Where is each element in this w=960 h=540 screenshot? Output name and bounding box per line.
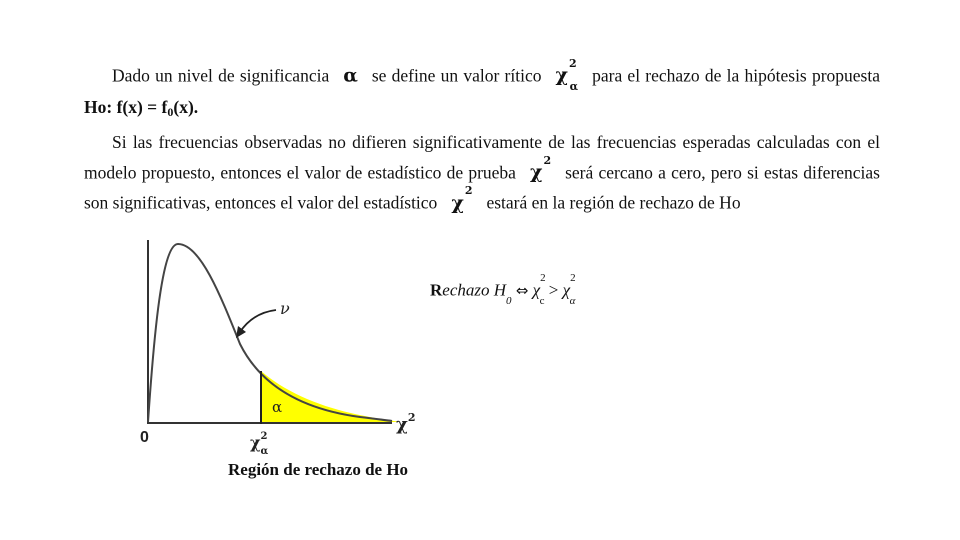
figure-caption: Región de rechazo de Ho bbox=[228, 460, 409, 479]
critical-chi-label: $\chi^2$ α bbox=[250, 431, 269, 457]
fx-expression: f(x) = f0(x). bbox=[116, 97, 199, 120]
origin-label: 0 bbox=[140, 429, 149, 446]
nu-label: ν bbox=[280, 299, 290, 318]
text: Si las frecuencias observadas no difieren significativamente de las frecuencias esperadas calculadas con el modelo propuesto, entonces el valor de estadístico de prueba bbox=[84, 132, 880, 183]
axis-chi-label: $\chi^2$ bbox=[396, 411, 416, 435]
alpha-symbol: α bbox=[343, 64, 358, 87]
text: se define un valor rítico bbox=[371, 65, 542, 86]
nu-arrow bbox=[240, 310, 276, 332]
alpha-region-label: α bbox=[272, 398, 283, 416]
chi-square-symbol: $\chi^2$ bbox=[451, 184, 473, 214]
rejection-formula: Rechazo $H_0$ ⇔ $\chi^2_c > \chi^2_\alpha$ bbox=[430, 272, 576, 308]
text: será cercano a cero, pero si estas diferencias son significativas, entonces el valor del estadístico bbox=[84, 162, 880, 213]
nu-arrowhead bbox=[236, 326, 246, 338]
text: para el rechazo de la hipótesis propuesta bbox=[592, 65, 880, 86]
chi-square-symbol: $\chi^2$ bbox=[529, 154, 552, 184]
chi-alpha-symbol: $\chi^2_\alpha$ bbox=[555, 57, 579, 94]
text: Dado un nivel de significancia bbox=[112, 65, 330, 86]
paragraph-frequencies bbox=[84, 130, 880, 216]
paragraph-significance bbox=[84, 58, 880, 125]
chi-square-distribution-figure bbox=[130, 234, 570, 464]
ho-label: Ho: bbox=[84, 97, 113, 118]
text: estará en la región de rechazo de Ho bbox=[486, 192, 741, 213]
